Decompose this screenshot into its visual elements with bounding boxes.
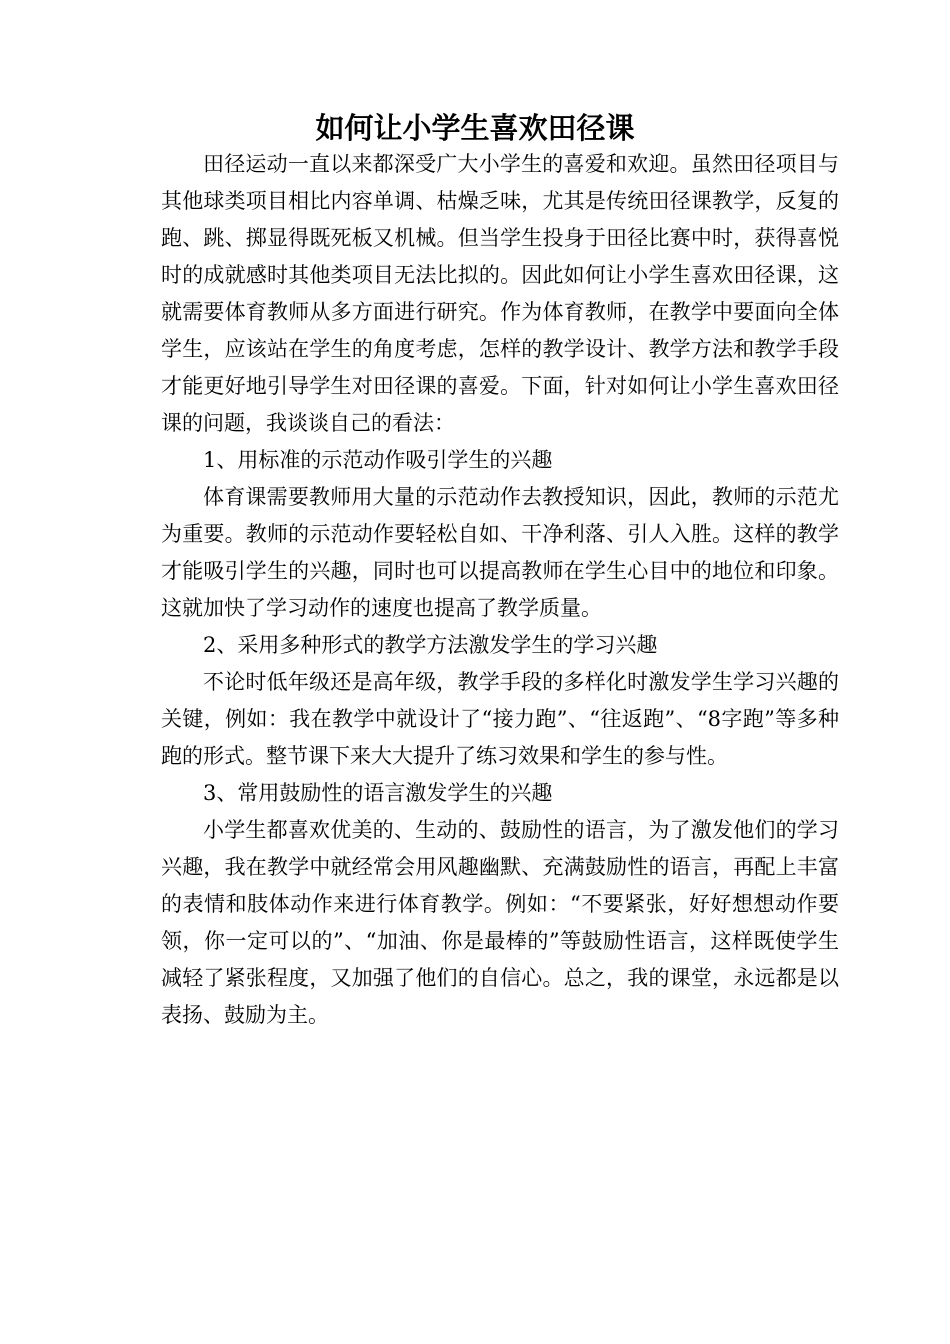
intro-paragraph: 田径运动一直以来都深受广大小学生的喜爱和欢迎。虽然田径项目与其他球类项目相比内容单调、枯燥乏味，尤其是传统田径课教学，反复的跑、跳、掷显得既死板又机械。但当学生投身于田径比赛中时，获得喜悦时的成就感时其他类项目无法比拟的。因此如何让小学生喜欢田径课，这就需要体育教师从多方面进行研究。作为体育教师，在教学中要面向全体学生，应该站在学生的角度考虑，怎样的教学设计、教学方法和教学手段才能更好地引导学生对田径课的喜爱。下面，针对如何让小学生喜欢田径课的问题，我谈谈自己的看法： xyxy=(161,152,839,435)
document-title: 如何让小学生喜欢田径课 xyxy=(315,111,635,145)
section-1-paragraph: 体育课需要教师用大量的示范动作去教授知识，因此，教师的示范尤为重要。教师的示范动作要轻松自如、干净利落、引人入胜。这样的教学才能吸引学生的兴趣，同时也可以提高教师在学生心目中的地位和印象。这就加快了学习动作的速度也提高了教学质量。 xyxy=(161,485,839,620)
section-2-heading: 2、采用多种形式的教学方法激发学生的学习兴趣 xyxy=(203,633,658,657)
section-2-paragraph: 不论时低年级还是高年级，教学手段的多样化时激发学生学习兴趣的关键，例如：我在教学中就设计了“接力跑”、“往返跑”、“8字跑”等多种跑的形式。整节课下来大大提升了练习效果和学生的参与性。 xyxy=(161,670,839,768)
document-body xyxy=(161,146,839,1034)
section-3-paragraph: 小学生都喜欢优美的、生动的、鼓励性的语言，为了激发他们的学习兴趣，我在教学中就经常会用风趣幽默、充满鼓励性的语言，再配上丰富的表情和肢体动作来进行体育教学。例如：“不要紧张，好好想想动作要领，你一定可以的”、“加油、你是最棒的”等鼓励性语言，这样既使学生减轻了紧张程度，又加强了他们的自信心。总之，我的课堂，永远都是以表扬、鼓励为主。 xyxy=(161,818,839,1027)
section-1-heading: 1、用标准的示范动作吸引学生的兴趣 xyxy=(203,448,553,472)
section-3-heading: 3、常用鼓励性的语言激发学生的兴趣 xyxy=(203,781,553,805)
